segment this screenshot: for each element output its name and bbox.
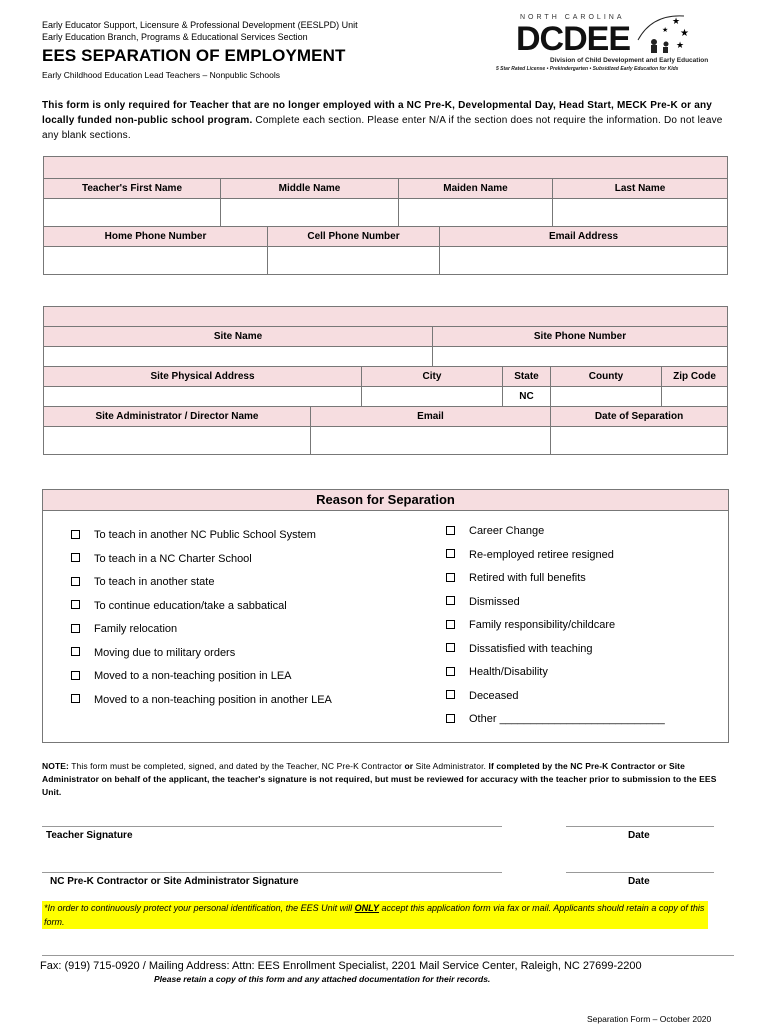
reason-right-item[interactable]: [446, 572, 586, 584]
reason-left-item[interactable]: [71, 553, 252, 565]
email-address-field[interactable]: [440, 247, 728, 275]
zip-code-field[interactable]: [662, 387, 728, 407]
intro-bold: This form is only required for Teacher that are no longer employed with a NC Pre-K, Developmental Day, Head Start, MECK Pre-K or any locally funded non-public school program.: [42, 100, 713, 126]
svg-text:★: ★: [662, 27, 669, 34]
home-phone-label: Home Phone Number: [44, 227, 268, 247]
last-name-field[interactable]: [553, 199, 728, 227]
checkbox-icon[interactable]: [71, 671, 80, 680]
site-info-table: [43, 306, 728, 455]
checkbox-icon[interactable]: [446, 526, 455, 535]
note-or: or: [404, 761, 414, 771]
svg-text:★: ★: [672, 16, 681, 26]
logo-state: NORTH CAROLINA: [520, 14, 625, 21]
checkbox-icon[interactable]: [446, 573, 455, 582]
date-separation-field[interactable]: [551, 427, 728, 455]
teacher-date-line[interactable]: [566, 826, 714, 827]
maiden-name-field[interactable]: [399, 199, 553, 227]
middle-name-field[interactable]: [221, 199, 399, 227]
reason-label: To teach in a NC Charter School: [94, 552, 252, 565]
reason-right-item[interactable]: [446, 619, 615, 631]
cell-phone-field[interactable]: [268, 247, 440, 275]
teacher-info-table: [43, 156, 728, 275]
site-address-field[interactable]: [44, 387, 362, 407]
checkbox-icon[interactable]: [446, 714, 455, 723]
site-admin-label: Site Administrator / Director Name: [44, 407, 311, 427]
teacher-date-label: Date: [628, 830, 650, 841]
reason-label: Moving due to military orders: [94, 646, 236, 659]
site-email-label: Email: [311, 407, 551, 427]
site-admin-field[interactable]: [44, 427, 311, 455]
checkbox-icon[interactable]: [71, 553, 80, 562]
note-text-1: This form must be completed, signed, and dated by the Teacher, NC Pre-K Contractor: [68, 761, 405, 771]
privacy-before: *In order to continuously protect your personal identification, the EES Unit will: [44, 903, 355, 913]
note-bold: If completed by the NC Pre-K Contractor or Site Administrator on behalf of the applicant, the teacher's signature is not required, but must be reviewed for accuracy with the teacher prior to submission to the EES Unit.: [42, 761, 717, 797]
logo-programs: 5 Star Rated License • Prekindergarten • Subsidized Early Education for Kids: [496, 66, 679, 72]
contractor-date-line[interactable]: [566, 872, 714, 873]
note-label: NOTE:: [42, 761, 69, 771]
note-paragraph: [42, 760, 734, 799]
cell-phone-label: Cell Phone Number: [268, 227, 440, 247]
reason-left-item[interactable]: [71, 576, 214, 588]
city-field[interactable]: [362, 387, 503, 407]
reason-label: Dismissed: [469, 595, 520, 608]
reason-label: Re-employed retiree resigned: [469, 548, 614, 561]
branch-name: Early Education Branch, Programs & Educational Services Section: [42, 32, 308, 42]
svg-text:★: ★: [676, 40, 685, 50]
reason-right-item[interactable]: [446, 596, 520, 608]
footer-contact: Fax: (919) 715-0920 / Mailing Address: Attn: EES Enrollment Specialist, 2201 Mail Service Center, Raleigh, NC 27699-2200: [40, 960, 642, 972]
checkbox-icon[interactable]: [446, 667, 455, 676]
reason-right-item[interactable]: [446, 666, 548, 678]
privacy-after: accept this application form via fax or mail. Applicants should retain a copy of this form.: [44, 903, 705, 927]
contractor-signature-label: NC Pre-K Contractor or Site Administrator Signature: [50, 876, 299, 887]
site-section-header: [44, 307, 728, 327]
reason-label: Health/Disability: [469, 666, 548, 678]
checkbox-icon[interactable]: [446, 643, 455, 652]
reason-label: Moved to a non-teaching position in another LEA: [94, 693, 332, 706]
reason-left-item[interactable]: [71, 647, 235, 659]
checkbox-icon[interactable]: [71, 624, 80, 633]
teacher-section-header: [44, 157, 728, 179]
first-name-label: Teacher's First Name: [44, 179, 221, 199]
reason-label: Retired with full benefits: [469, 572, 586, 584]
svg-text:★: ★: [680, 28, 689, 39]
page-title: EES SEPARATION OF EMPLOYMENT: [42, 46, 346, 65]
checkbox-icon[interactable]: [446, 690, 455, 699]
unit-name: Early Educator Support, Licensure & Professional Development (EESLPD) Unit: [42, 20, 358, 30]
intro-normal: Complete each section. Please enter N/A if the section does not require the information. Do not leave any blank sections.: [42, 115, 723, 141]
reason-label: Moved to a non-teaching position in LEA: [94, 670, 292, 682]
reason-right-item[interactable]: [446, 525, 544, 537]
reason-right-item[interactable]: [446, 549, 614, 561]
reason-label: Family relocation: [94, 623, 178, 635]
reason-left-item[interactable]: [71, 694, 332, 706]
county-label: County: [551, 367, 662, 387]
checkbox-icon[interactable]: [446, 620, 455, 629]
reason-label: Other ___________________________: [469, 713, 665, 725]
checkbox-icon[interactable]: [71, 694, 80, 703]
zip-code-label: Zip Code: [662, 367, 728, 387]
date-separation-label: Date of Separation: [551, 407, 728, 427]
site-address-label: Site Physical Address: [44, 367, 362, 387]
footer-divider: [42, 955, 734, 956]
reason-title: Reason for Separation: [43, 490, 728, 511]
form-id: Separation Form – October 2020: [587, 1014, 712, 1024]
logo-name: DCDEE: [516, 20, 631, 58]
note-text-2: Site Administrator.: [413, 761, 489, 771]
teacher-signature-line[interactable]: [42, 826, 502, 827]
checkbox-icon[interactable]: [71, 600, 80, 609]
checkbox-icon[interactable]: [71, 530, 80, 539]
reason-right-item[interactable]: [446, 713, 665, 725]
state-field[interactable]: NC: [503, 387, 551, 407]
reason-label: Deceased: [469, 689, 519, 702]
reason-section: [42, 489, 729, 743]
privacy-only: ONLY: [354, 903, 380, 913]
checkbox-icon[interactable]: [446, 549, 455, 558]
reason-left-item[interactable]: [71, 670, 292, 682]
reason-label: To teach in another state: [94, 576, 215, 588]
site-email-field[interactable]: [311, 427, 551, 455]
teacher-signature-label: Teacher Signature: [46, 830, 133, 841]
reason-right-item[interactable]: [446, 643, 593, 655]
page-subtitle: Early Childhood Education Lead Teachers – Nonpublic Schools: [42, 70, 280, 80]
reason-left-item[interactable]: [71, 600, 287, 612]
checkbox-icon[interactable]: [71, 647, 80, 656]
checkbox-icon[interactable]: [446, 596, 455, 605]
stars-icon: [632, 10, 692, 56]
dcdee-logo: [494, 10, 734, 74]
contractor-signature-line[interactable]: [42, 872, 502, 873]
first-name-field[interactable]: [44, 199, 221, 227]
site-phone-field[interactable]: [433, 347, 728, 367]
reason-label: To continue education/take a sabbatical: [94, 599, 287, 612]
site-name-label: Site Name: [44, 327, 433, 347]
privacy-notice: [42, 901, 708, 929]
logo-tagline: Division of Child Development and Early Education: [550, 57, 709, 64]
reason-label: To teach in another NC Public School System: [94, 529, 316, 541]
last-name-label: Last Name: [553, 179, 728, 199]
contractor-date-label: Date: [628, 876, 650, 887]
footer-retain: Please retain a copy of this form and any attached documentation for their records.: [154, 974, 491, 984]
reason-left-item[interactable]: [71, 529, 316, 541]
middle-name-label: Middle Name: [221, 179, 399, 199]
reason-label: Family responsibility/childcare: [469, 619, 616, 631]
county-field[interactable]: [551, 387, 662, 407]
home-phone-field[interactable]: [44, 247, 268, 275]
reason-label: Career Change: [469, 525, 545, 537]
site-name-field[interactable]: [44, 347, 433, 367]
reason-label: Dissatisfied with teaching: [469, 642, 593, 655]
maiden-name-label: Maiden Name: [399, 179, 553, 199]
checkbox-icon[interactable]: [71, 577, 80, 586]
reason-left-item[interactable]: [71, 623, 177, 635]
city-label: City: [362, 367, 503, 387]
site-phone-label: Site Phone Number: [433, 327, 728, 347]
reason-right-item[interactable]: [446, 690, 519, 702]
intro-paragraph: [42, 98, 732, 143]
state-label: State: [503, 367, 551, 387]
email-address-label: Email Address: [440, 227, 728, 247]
